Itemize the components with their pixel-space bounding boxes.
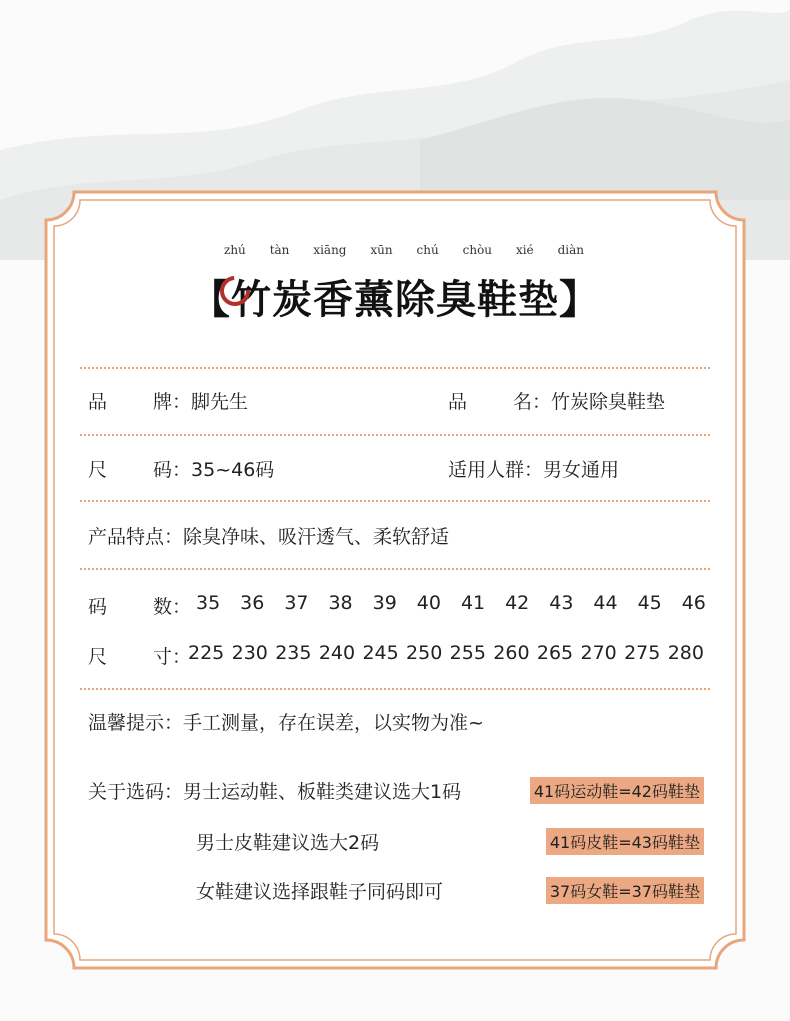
title-text: 竹炭香薰除臭鞋垫	[231, 276, 559, 323]
size-code: 44	[593, 592, 618, 614]
advice-text: 男士运动鞋、板鞋类建议选大1码	[183, 781, 462, 803]
length-value: 225	[188, 642, 225, 664]
length-value: 250	[406, 642, 443, 664]
size-code: 41	[460, 592, 486, 614]
length-value: 260	[493, 642, 530, 664]
advice-row-3	[196, 877, 443, 904]
advice-text: 女鞋建议选择跟鞋子同码即可	[196, 881, 444, 903]
pinyin-syllable: xié	[515, 243, 534, 257]
length-value: 230	[231, 642, 268, 664]
advice-note-highlight: 41码运动鞋=42码鞋垫	[530, 777, 704, 804]
audience-label: 适用人群	[448, 459, 525, 481]
audience-row: 适用人群：男女通用	[448, 459, 620, 481]
size-code: 46	[681, 592, 706, 614]
pinyin-syllable: xūn	[370, 243, 393, 257]
shoe-size-label-row: 码 数 ：	[88, 592, 191, 619]
product-name-row: 品 名 ：竹炭除臭鞋垫	[448, 387, 665, 414]
name-value: 竹炭除臭鞋垫	[551, 391, 666, 413]
code-label: 码 数	[88, 596, 172, 618]
advice-row-2	[196, 828, 379, 855]
name-label: 品 名	[448, 391, 532, 413]
insole-lengths	[188, 642, 704, 664]
advice-row-1: 关于选码：男士运动鞋、板鞋类建议选大1码	[88, 781, 462, 803]
divider	[80, 367, 710, 369]
length-value: 270	[580, 642, 617, 664]
size-code: 35	[196, 592, 221, 614]
advice-text: 男士皮鞋建议选大2码	[196, 832, 380, 854]
title-pinyin	[224, 243, 584, 257]
length-value: 265	[536, 642, 574, 664]
size-row: 尺 码 ：35~46码	[88, 455, 274, 482]
pinyin-syllable: tàn	[269, 243, 290, 257]
tip-label: 温馨提示	[88, 712, 165, 734]
features-row: 产品特点：除臭净味、吸汗透气、柔软舒适	[88, 526, 450, 548]
brand-value: 脚先生	[191, 391, 249, 413]
size-value: 35~46码	[191, 459, 275, 481]
length-value: 245	[362, 642, 399, 664]
size-code: 40	[416, 592, 441, 614]
size-code: 37	[284, 592, 309, 614]
divider	[80, 688, 710, 690]
size-code: 36	[240, 592, 265, 614]
advice-note-highlight: 41码皮鞋=43码鞋垫	[546, 828, 704, 855]
tip-row: 温馨提示：手工测量，存在误差，以实物为准~	[88, 712, 484, 734]
features-value: 除臭净味、吸汗透气、柔软舒适	[183, 526, 450, 548]
length-value: 235	[275, 642, 312, 664]
pinyin-syllable: xiāng	[313, 243, 347, 257]
brand-row: 品 牌 ：脚先生	[88, 387, 248, 414]
advice-note-highlight: 37码女鞋=37码鞋垫	[546, 877, 704, 904]
length-value: 240	[318, 642, 356, 664]
length-label: 尺 寸	[88, 646, 172, 668]
pinyin-syllable: chú	[416, 243, 439, 257]
features-label: 产品特点	[88, 526, 165, 548]
audience-value: 男女通用	[543, 459, 620, 481]
size-code: 43	[549, 592, 574, 614]
title-open-bracket: 【	[190, 276, 231, 323]
advice-label: 关于选码	[88, 781, 165, 803]
pinyin-syllable: diàn	[557, 243, 584, 257]
size-label: 尺 码	[88, 459, 172, 481]
brand-label: 品 牌	[88, 391, 172, 413]
insole-length-label-row: 尺 寸 ：	[88, 642, 191, 669]
tip-value: 手工测量，存在误差，以实物为准~	[183, 712, 484, 734]
divider	[80, 500, 710, 502]
length-value: 255	[449, 642, 486, 664]
shoe-size-codes	[196, 592, 706, 614]
size-code: 42	[505, 592, 530, 614]
size-code: 45	[637, 592, 662, 614]
pinyin-syllable: chòu	[462, 243, 493, 257]
pinyin-syllable: zhú	[224, 243, 246, 257]
size-code: 38	[328, 592, 353, 614]
title-close-bracket: 】	[559, 276, 600, 323]
length-value: 275	[624, 642, 661, 664]
divider	[80, 434, 710, 436]
red-seal-icon	[218, 274, 252, 308]
divider	[80, 568, 710, 570]
length-value: 280	[667, 642, 704, 664]
page-title	[0, 268, 790, 325]
size-code: 39	[372, 592, 397, 614]
